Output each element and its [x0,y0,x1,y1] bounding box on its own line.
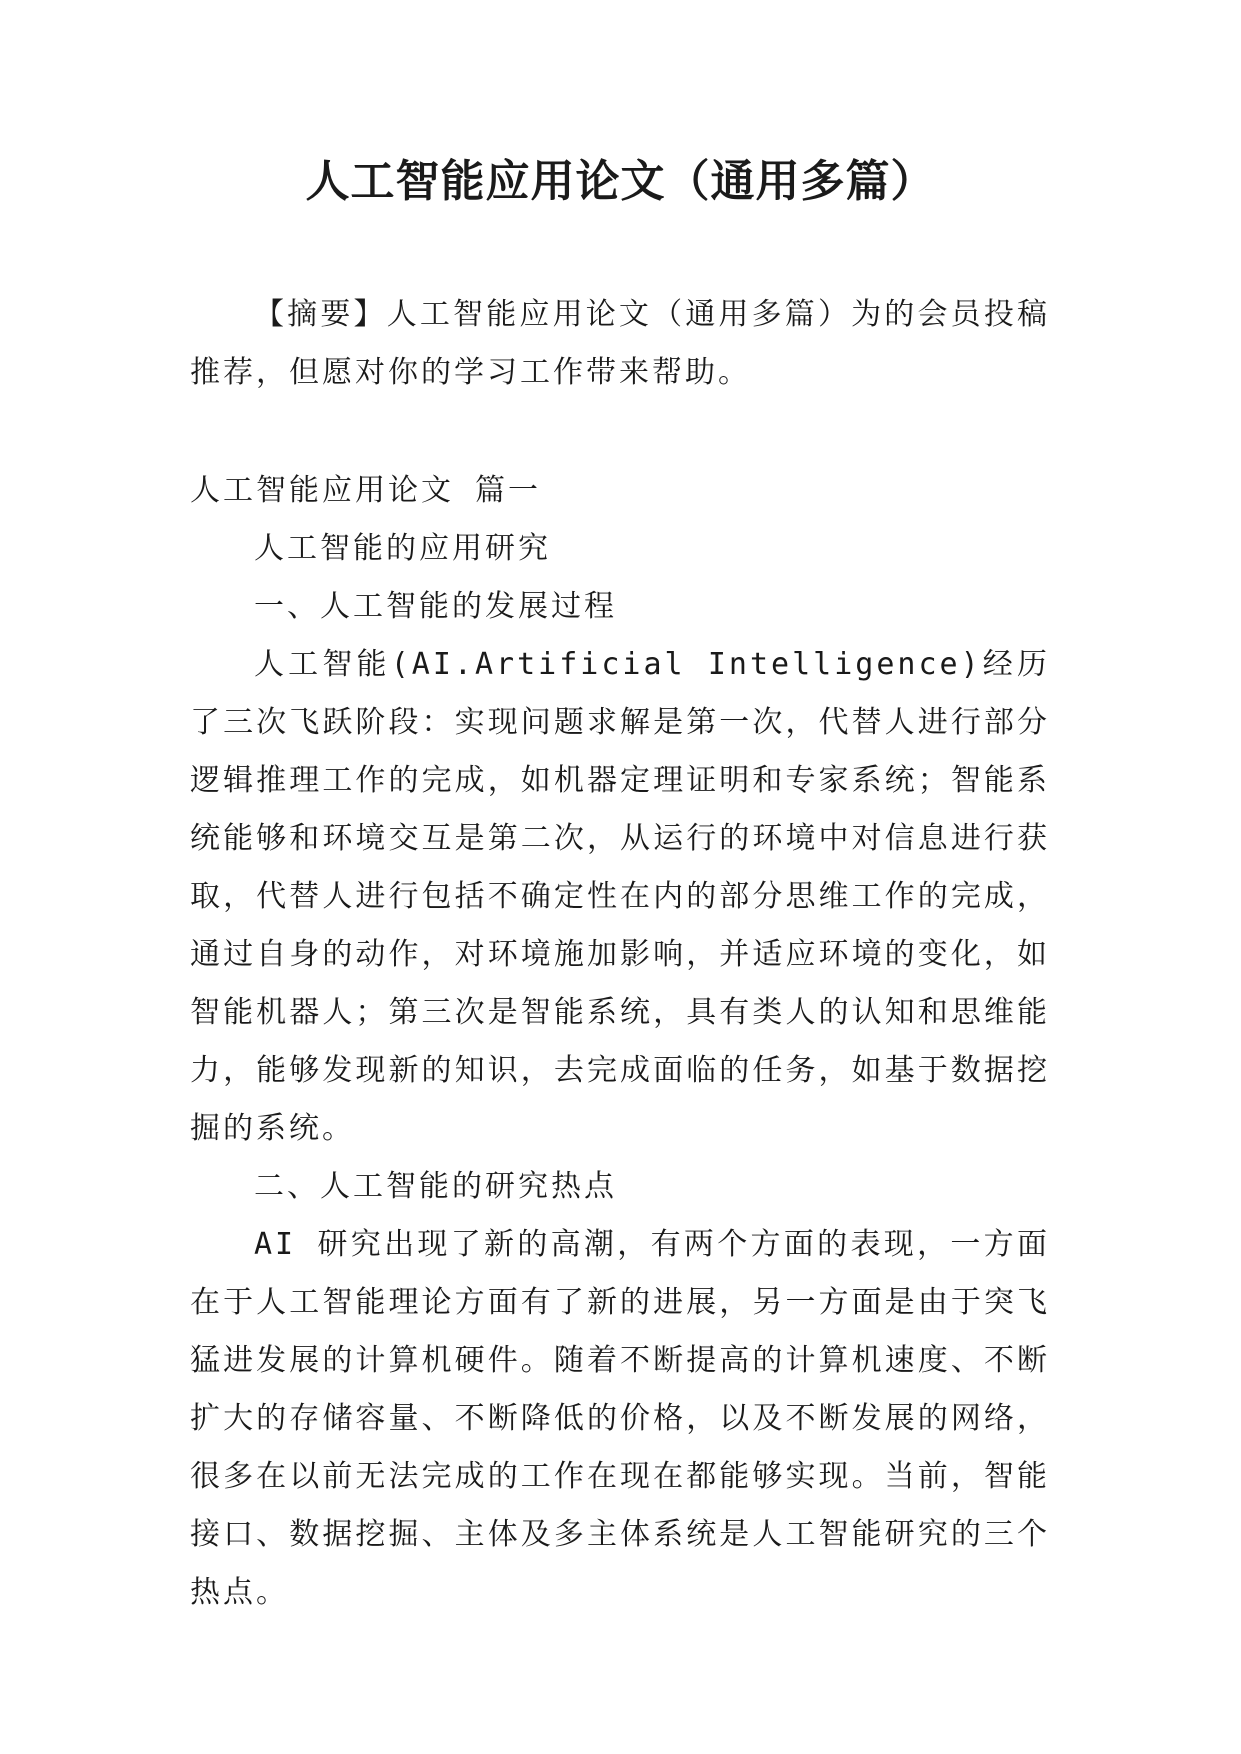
paragraph-development-process: 人工智能(AI.Artificial Intelligence)经历了三次飞跃阶段：实现问题求解是第一次，代替人进行部分逻辑推理工作的完成，如机器定理证明和专家系统；智能系统能够和环境交互是第二次，从运行的环境中对信息进行获取，代替人进行包括不确定性在内的部分思维工作的完成，通过自身的动作，对环境施加影响，并适应环境的变化，如智能机器人；第三次是智能系统，具有类人的认知和思维能力，能够发现新的知识，去完成面临的任务，如基于数据挖掘的系统。 [190,647,1050,1146]
paragraph-research-hotspots: AI 研究出现了新的高潮，有两个方面的表现，一方面在于人工智能理论方面有了新的进展，另一方面是由于突飞猛进发展的计算机硬件。随着不断提高的计算机速度、不断扩大的存储容量、不断降低的价格，以及不断发展的网络，很多在以前无法完成的工作在现在都能够实现。当前，智能接口、数据挖掘、主体及多主体系统是人工智能研究的三个热点。 [190,1227,1050,1610]
heading-development-process: 一、人工智能的发展过程 [254,589,617,624]
heading-research-hotspots: 二、人工智能的研究热点 [254,1169,617,1204]
article-subtitle: 人工智能的应用研究 [254,531,551,566]
section-heading: 人工智能应用论文 篇一 [190,473,542,508]
abstract-paragraph: 【摘要】人工智能应用论文（通用多篇）为的会员投稿推荐，但愿对你的学习工作带来帮助。 [190,297,1050,390]
document-title: 人工智能应用论文（通用多篇） [305,156,936,207]
document-body [190,286,1050,1622]
